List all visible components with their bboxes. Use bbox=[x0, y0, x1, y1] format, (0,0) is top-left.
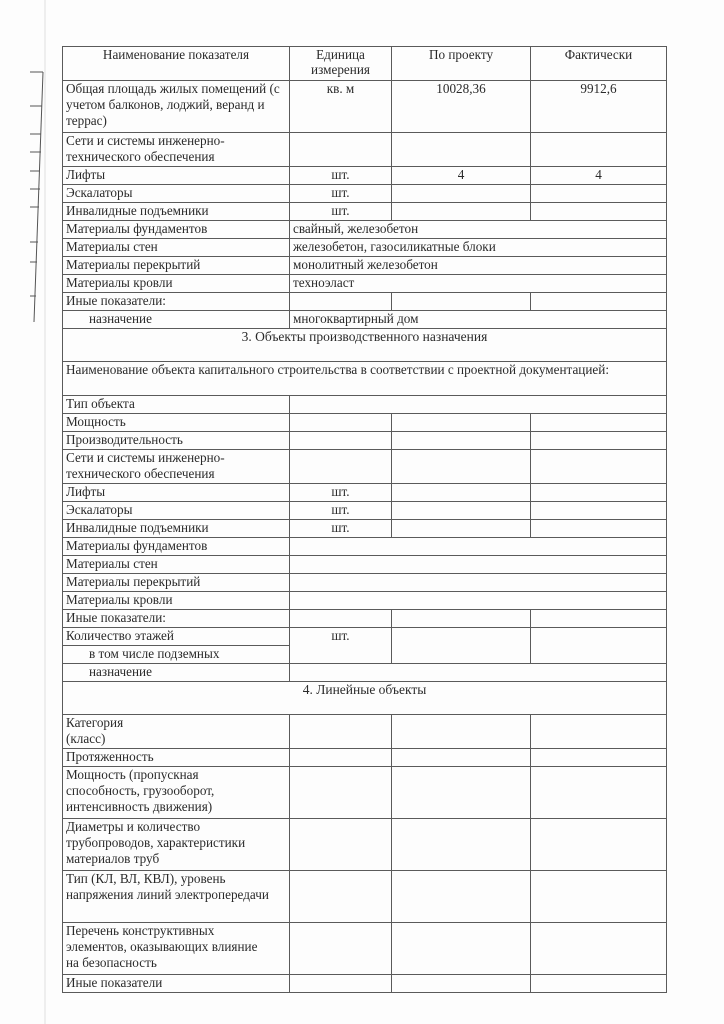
row-name: Сети и системы инженерно-технического обеспечения bbox=[63, 450, 290, 484]
row-unit bbox=[290, 450, 392, 484]
table-row bbox=[63, 592, 667, 610]
row-name: Сети и системы инженерно-технического обеспечения bbox=[63, 133, 290, 167]
table-row bbox=[63, 414, 667, 432]
floors-unit: шт. bbox=[290, 628, 392, 664]
row-unit bbox=[290, 715, 392, 749]
row-name: Производительность bbox=[63, 432, 290, 450]
row-name: Лифты bbox=[63, 484, 290, 502]
row-value: монолитный железобетон bbox=[290, 257, 667, 275]
row-name: Эскалаторы bbox=[63, 185, 290, 203]
row-project bbox=[392, 819, 531, 871]
row-actual: 9912,6 bbox=[531, 81, 667, 133]
table-row bbox=[63, 275, 667, 293]
table-row bbox=[63, 293, 667, 311]
row-unit: шт. bbox=[290, 502, 392, 520]
table-row bbox=[63, 432, 667, 450]
table-row bbox=[63, 556, 667, 574]
table-row bbox=[63, 133, 667, 167]
row-project bbox=[392, 610, 531, 628]
row-value bbox=[290, 592, 667, 610]
row-actual bbox=[531, 502, 667, 520]
section-3-title: 3. Объекты производственного назначения bbox=[63, 329, 667, 362]
object-name-label bbox=[63, 362, 667, 396]
indicators-table bbox=[62, 46, 667, 993]
row-unit bbox=[290, 293, 392, 311]
row-unit bbox=[290, 610, 392, 628]
table-row bbox=[63, 715, 667, 749]
row-actual bbox=[531, 484, 667, 502]
row-unit bbox=[290, 133, 392, 167]
object-name-label-text: Наименование объекта капитального строительства в соответствии с проектной документацией: bbox=[66, 362, 609, 377]
row-name: Мощность bbox=[63, 414, 290, 432]
header-name: Наименование показателя bbox=[63, 47, 290, 81]
row-actual bbox=[531, 293, 667, 311]
table-row bbox=[63, 167, 667, 185]
row-unit bbox=[290, 975, 392, 993]
row-actual bbox=[531, 749, 667, 767]
section-4-title-row bbox=[63, 682, 667, 715]
row-actual bbox=[531, 715, 667, 749]
row-project bbox=[392, 203, 531, 221]
row-name: Тип объекта bbox=[63, 396, 290, 414]
row-project bbox=[392, 432, 531, 450]
row-unit bbox=[290, 923, 392, 975]
row-value bbox=[290, 538, 667, 556]
row-name: Инвалидные подъемники bbox=[63, 520, 290, 538]
purpose-name: назначение bbox=[63, 664, 290, 682]
table-row bbox=[63, 396, 667, 414]
row-project bbox=[392, 715, 531, 749]
page-edge bbox=[44, 0, 46, 1024]
row-name: Общая площадь жилых помещений (с учетом балконов, лоджий, веранд и террас) bbox=[63, 81, 290, 133]
floors-name: Количество этажей bbox=[63, 628, 290, 646]
row-value bbox=[290, 574, 667, 592]
row-project bbox=[392, 484, 531, 502]
table-row bbox=[63, 239, 667, 257]
row-project bbox=[392, 871, 531, 923]
section-4-title: 4. Линейные объекты bbox=[63, 682, 667, 715]
table-row bbox=[63, 538, 667, 556]
row-name: Материалы кровли bbox=[63, 592, 290, 610]
header-project: По проекту bbox=[392, 47, 531, 81]
row-project bbox=[392, 502, 531, 520]
table-row bbox=[63, 502, 667, 520]
row-name: Материалы перекрытий bbox=[63, 257, 290, 275]
row-value: многоквартирный дом bbox=[290, 311, 667, 329]
row-actual bbox=[531, 133, 667, 167]
floors-underground-name: в том числе подземных bbox=[63, 646, 290, 664]
row-name: назначение bbox=[63, 311, 290, 329]
row-name: Диаметры и количество трубопроводов, характеристики материалов труб bbox=[63, 819, 290, 871]
row-name: Инвалидные подъемники bbox=[63, 203, 290, 221]
table-row bbox=[63, 221, 667, 239]
table-row bbox=[63, 749, 667, 767]
row-name: Материалы фундаментов bbox=[63, 538, 290, 556]
row-unit: шт. bbox=[290, 185, 392, 203]
table-row bbox=[63, 628, 667, 646]
table-row bbox=[63, 362, 667, 396]
row-unit bbox=[290, 414, 392, 432]
row-value bbox=[290, 396, 667, 414]
row-unit: шт. bbox=[290, 203, 392, 221]
row-name: Лифты bbox=[63, 167, 290, 185]
row-actual: 4 bbox=[531, 167, 667, 185]
table-row bbox=[63, 923, 667, 975]
row-unit bbox=[290, 432, 392, 450]
row-actual bbox=[531, 923, 667, 975]
floors-project bbox=[392, 628, 531, 664]
row-actual bbox=[531, 414, 667, 432]
table-row bbox=[63, 257, 667, 275]
row-project bbox=[392, 520, 531, 538]
row-name: Эскалаторы bbox=[63, 502, 290, 520]
row-unit: шт. bbox=[290, 167, 392, 185]
row-project bbox=[392, 767, 531, 819]
row-name: Перечень конструктивных элементов, оказывающих влияние на безопасность bbox=[63, 923, 290, 975]
row-value bbox=[290, 556, 667, 574]
row-actual bbox=[531, 767, 667, 819]
header-unit: Единица измерения bbox=[290, 47, 392, 81]
row-project bbox=[392, 414, 531, 432]
row-name: Категория (класс) bbox=[63, 715, 290, 749]
table-row bbox=[63, 767, 667, 819]
row-value: свайный, железобетон bbox=[290, 221, 667, 239]
row-actual bbox=[531, 450, 667, 484]
row-project bbox=[392, 749, 531, 767]
table-row bbox=[63, 975, 667, 993]
row-value: железобетон, газосиликатные блоки bbox=[290, 239, 667, 257]
table-row bbox=[63, 520, 667, 538]
row-name: Протяженность bbox=[63, 749, 290, 767]
table-row bbox=[63, 664, 667, 682]
section-3-title-row bbox=[63, 329, 667, 362]
row-actual bbox=[531, 185, 667, 203]
row-unit: кв. м bbox=[290, 81, 392, 133]
row-actual bbox=[531, 610, 667, 628]
row-project bbox=[392, 133, 531, 167]
row-actual bbox=[531, 871, 667, 923]
table-row bbox=[63, 81, 667, 133]
row-project bbox=[392, 975, 531, 993]
table-header bbox=[63, 47, 667, 81]
row-actual bbox=[531, 819, 667, 871]
row-name: Материалы стен bbox=[63, 556, 290, 574]
row-name: Иные показатели bbox=[63, 975, 290, 993]
table-row bbox=[63, 819, 667, 871]
table-row bbox=[63, 203, 667, 221]
row-name: Тип (КЛ, ВЛ, КВЛ), уровень напряжения линий электропередачи bbox=[63, 871, 290, 923]
row-value: техноэласт bbox=[290, 275, 667, 293]
row-name: Иные показатели: bbox=[63, 293, 290, 311]
floors-actual bbox=[531, 628, 667, 664]
row-name: Материалы перекрытий bbox=[63, 574, 290, 592]
row-unit bbox=[290, 749, 392, 767]
row-unit: шт. bbox=[290, 484, 392, 502]
row-unit: шт. bbox=[290, 520, 392, 538]
row-project: 10028,36 bbox=[392, 81, 531, 133]
row-unit bbox=[290, 819, 392, 871]
row-unit bbox=[290, 767, 392, 819]
table-row bbox=[63, 610, 667, 628]
row-project bbox=[392, 450, 531, 484]
row-actual bbox=[531, 520, 667, 538]
row-name: Материалы кровли bbox=[63, 275, 290, 293]
row-name: Иные показатели: bbox=[63, 610, 290, 628]
header-actual: Фактически bbox=[531, 47, 667, 81]
row-unit bbox=[290, 871, 392, 923]
table-row bbox=[63, 311, 667, 329]
row-name: Материалы стен bbox=[63, 239, 290, 257]
table-row bbox=[63, 484, 667, 502]
row-project: 4 bbox=[392, 167, 531, 185]
table-row bbox=[63, 574, 667, 592]
row-actual bbox=[531, 203, 667, 221]
row-project bbox=[392, 923, 531, 975]
row-project bbox=[392, 185, 531, 203]
table-row bbox=[63, 185, 667, 203]
row-actual bbox=[531, 975, 667, 993]
table-row bbox=[63, 450, 667, 484]
row-name: Мощность (пропускная способность, грузооборот, интенсивность движения) bbox=[63, 767, 290, 819]
row-project bbox=[392, 293, 531, 311]
purpose-value bbox=[290, 664, 667, 682]
binding-marks bbox=[0, 0, 44, 330]
row-name: Материалы фундаментов bbox=[63, 221, 290, 239]
row-actual bbox=[531, 432, 667, 450]
table-row bbox=[63, 871, 667, 923]
